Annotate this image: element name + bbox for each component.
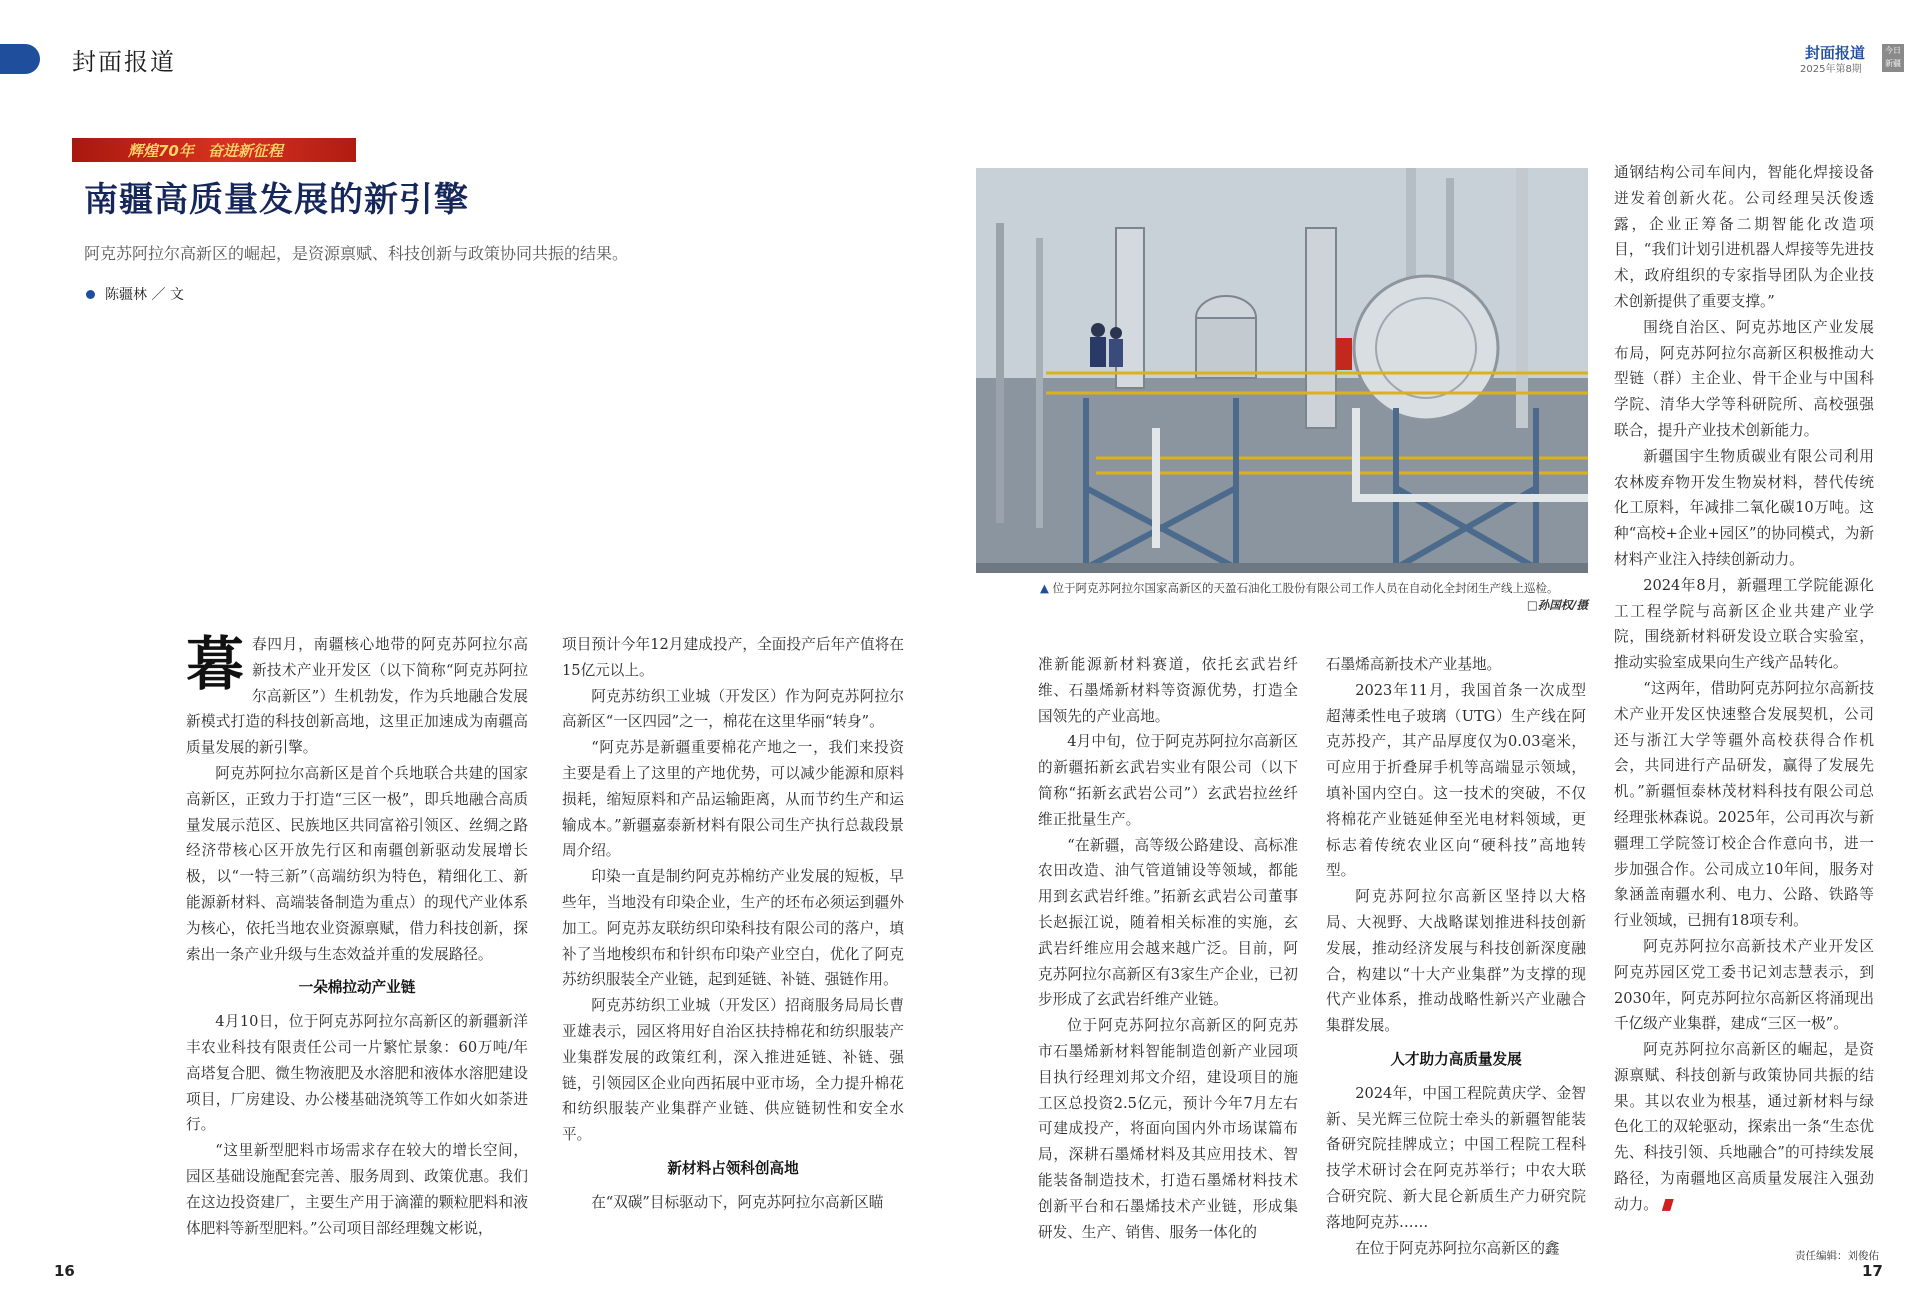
editor-credit: 责任编辑：刘俊佑	[1795, 1250, 1879, 1262]
refinery-illustration	[976, 168, 1588, 573]
issue-label: 2025年第8期	[1800, 64, 1862, 75]
article-column-3	[1038, 652, 1298, 1245]
article-subtitle: 阿克苏阿拉尔高新区的崛起，是资源禀赋、科技创新与政策协同共振的结果。	[84, 244, 629, 263]
paragraph: 春四月，南疆核心地带的阿克苏阿拉尔高新技术产业开发区（以下简称“阿克苏阿拉尔高新区”）生机勃发，作为兵地融合发展新模式打造的科技创新高地，这里正加速成为南疆高质量发展的新引擎。	[186, 636, 528, 757]
photo-refinery	[976, 168, 1588, 573]
caption-triangle-icon: ▲	[1040, 581, 1049, 595]
magazine-logo-line-1: 今日	[1885, 46, 1901, 55]
paragraph: 4月10日，位于阿克苏阿拉尔高新区的新疆新洋丰农业科技有限责任公司一片繁忙景象：60万吨/年高塔复合肥、微生物液肥及水溶肥和液体水溶肥建设项目，厂房建设、办公楼基础浇筑等工作如火如荼进行。	[186, 1013, 528, 1134]
byline-text: 陈疆林 ／ 文	[105, 287, 184, 303]
article-column-4	[1326, 652, 1586, 1261]
paragraph: 印染一直是制约阿克苏棉纺产业发展的短板，早些年，当地没有印染企业，生产的坯布必须运到疆外加工。阿克苏友联纺织印染科技有限公司的落户，填补了当地梭织布和针织布印染产业空白，优化了阿克苏纺织服装全产业链，起到延链、补链、强链作用。	[562, 868, 904, 989]
banner-text-2: 奋进新征程	[207, 141, 283, 160]
paragraph: 通钢结构公司车间内，智能化焊接设备迸发着创新火花。公司经理吴沃俊透露，企业正筹备二期智能化改造项目，“我们计划引进机器人焊接等先进技术，政府组织的专家指导团队为企业技术创新提供了重要支撑。”	[1614, 164, 1874, 310]
article-title: 南疆高质量发展的新引擎	[84, 180, 469, 220]
article-column-5	[1614, 160, 1874, 1218]
paragraph: 阿克苏阿拉尔高新区坚持以大格局、大视野、大战略谋划推进科技创新发展，推动经济发展与科技创新深度融合，构建以“十大产业集群”为支撑的现代产业体系，推动战略性新兴产业融合集群发展。	[1326, 888, 1586, 1035]
anniversary-banner	[72, 138, 356, 162]
article-column-2	[562, 632, 904, 1216]
dropcap: 暮	[186, 630, 245, 698]
end-mark-icon	[1662, 1199, 1674, 1211]
page-number-right: 17	[1862, 1262, 1883, 1280]
magazine-logo	[1882, 44, 1904, 72]
paragraph: 阿克苏纺织工业城（开发区）作为阿克苏阿拉尔高新区“一区四园”之一，棉花在这里华丽“转身”。	[562, 687, 904, 731]
byline	[86, 284, 184, 304]
paragraph: 2023年11月，我国首条一次成型超薄柔性电子玻璃（UTG）生产线在阿克苏投产，其产品厚度仅为0.03毫米，可应用于折叠屏手机等高端显示领域，填补国内空白。这一技术的突破，不仅将棉花产业链延伸至光电材料领域，更标志着传统农业区向“硬科技”高地转型。	[1326, 681, 1586, 880]
paragraph: “阿克苏是新疆重要棉花产地之一，我们来投资主要是看上了这里的产地优势，可以减少能源和原料损耗，缩短原料和产品运输距离，从而节约生产和运输成本。”新疆嘉泰新材料有限公司生产执行总裁段景周介绍。	[562, 739, 904, 860]
photo-credit: □孙国权/摄	[1526, 598, 1588, 612]
section-tab-marker	[0, 44, 40, 74]
magazine-logo-line-2: 新疆	[1885, 59, 1901, 68]
paragraph-text: 阿克苏阿拉尔高新区的崛起，是资源禀赋、科技创新与政策协同共振的结果。其以农业为根基，通过新材料与绿色化工的双轮驱动，探索出一条“生态优先、科技引领、兵地融合”的可持续发展路径，为南疆地区高质量发展注入强劲动力。	[1614, 1041, 1874, 1213]
paragraph: 阿克苏纺织工业城（开发区）招商服务局局长曹亚雄表示，园区将用好自治区扶持棉花和纺织服装产业集群发展的政策红利，深入推进延链、补链、强链，引领园区企业向西拓展中亚市场，全力提升棉花和纺织服装产业集群产业链、供应链韧性和安全水平。	[562, 997, 904, 1144]
section-label-left: 封面报道	[72, 48, 176, 76]
paragraph: 围绕自治区、阿克苏地区产业发展布局，阿克苏阿拉尔高新区积极推动大型链（群）主企业、骨干企业与中国科学院、清华大学等科研院所、高校强强联合，提升产业技术创新能力。	[1614, 318, 1874, 439]
paragraph: 在位于阿克苏阿拉尔高新区的鑫	[1355, 1239, 1560, 1257]
paragraph: 在“双碳”目标驱动下，阿克苏阿拉尔高新区瞄	[591, 1193, 884, 1211]
photo-caption	[1040, 580, 1588, 614]
paragraph: 石墨烯高新技术产业基地。	[1326, 656, 1502, 673]
paragraph: “这里新型肥料市场需求存在较大的增长空间，园区基础设施配套完善、服务周到、政策优惠。我们在这边投资建厂，主要生产用于滴灌的颗粒肥料和液体肥料等新型肥料。”公司项目部经理魏文彬说，	[186, 1142, 528, 1237]
article-column-1	[186, 632, 528, 1241]
section-heading: 一朵棉拉动产业链	[298, 979, 416, 997]
paragraph: 阿克苏阿拉尔高新技术产业开发区阿克苏园区党工委书记刘志慧表示，到2030年，阿克苏阿拉尔高新区将涌现出千亿级产业集群，建成“三区一极”。	[1614, 937, 1874, 1033]
byline-dot-icon	[86, 290, 95, 299]
caption-text: 位于阿克苏阿拉尔国家高新区的天盈石油化工股份有限公司工作人员在自动化全封闭生产线上巡检。	[1052, 581, 1559, 595]
paragraph: 4月中旬，位于阿克苏阿拉尔高新区的新疆拓新玄武岩实业有限公司（以下简称“拓新玄武岩公司”）玄武岩拉丝纤维正批量生产。	[1038, 733, 1298, 828]
section-heading: 人才助力高质量发展	[1390, 1050, 1522, 1068]
paragraph: 阿克苏阿拉尔高新区是首个兵地联合共建的国家高新区，正致力于打造“三区一极”，即兵地融合高质量发展示范区、民族地区共同富裕引领区、丝绸之路经济带核心区开放先行区和南疆创新驱动发展增长极，以“一特三新”（高端纺织为特色，精细化工、新能源新材料、高端装备制造为重点）的现代产业体系为核心，依托当地农业资源禀赋，借力科技创新，探索出一条产业升级与生态效益并重的发展路径。	[186, 764, 528, 963]
paragraph: “在新疆，高等级公路建设、高标准农田改造、油气管道铺设等领域，都能用到玄武岩纤维。”拓新玄武岩公司董事长赵振江说，随着相关标准的实施，玄武岩纤维应用会越来越广泛。目前，阿克苏阿拉尔高新区有3家生产企业，已初步形成了玄武岩纤维产业链。	[1038, 836, 1298, 1009]
section-label-right: 封面报道	[1805, 44, 1866, 62]
paragraph: “这两年，借助阿克苏阿拉尔高新技术产业开发区快速整合发展契机，公司还与浙江大学等疆外高校获得合作机会，共同进行产品研发，赢得了发展先机。”新疆恒泰林茂材料科技有限公司总经理张林森说。2025年，公司再次与新疆理工学院签订校企合作意向书，进一步加强合作。公司成立10年间，服务对象涵盖南疆水利、电力、公路、铁路等行业领域，已拥有18项专利。	[1614, 679, 1874, 930]
paragraph: 2024年8月，新疆理工学院能源化工工程学院与高新区企业共建产业学院，围绕新材料研发设立联合实验室，推动实验室成果向生产线产品转化。	[1614, 576, 1874, 672]
paragraph: 准新能源新材料赛道，依托玄武岩纤维、石墨烯新材料等资源优势，打造全国领先的产业高地。	[1038, 656, 1298, 725]
paragraph	[1614, 1037, 1874, 1218]
paragraph: 位于阿克苏阿拉尔高新区的阿克苏市石墨烯新材料智能制造创新产业园项目执行经理刘邦文介绍，建设项目的施工区总投资2.5亿元，预计今年7月左右可建成投产，将面向国内外市场谋篇布局，深耕石墨烯材料及其应用技术、智能装备制造技术，打造石墨烯材料技术创新平台和石墨烯技术产业链，形成集研发、生产、销售、服务一体化的	[1038, 1017, 1298, 1241]
page-number-left: 16	[54, 1262, 75, 1280]
banner-text-1: 辉煌70年	[128, 141, 194, 160]
paragraph: 新疆国宇生物质碳业有限公司利用农林废弃物开发生物炭材料，替代传统化工原料，年减排二氧化碳10万吨。这种“高校+企业+园区”的协同模式，为新材料产业注入持续创新动力。	[1614, 447, 1874, 568]
paragraph: 项目预计今年12月建成投产，全面投产后年产值将在15亿元以上。	[562, 636, 904, 679]
paragraph: 2024年，中国工程院黄庆学、金智新、吴光辉三位院士牵头的新疆智能装备研究院挂牌成立；中国工程院工程科技学术研讨会在阿克苏举行；中农大联合研究院、新大昆仑新质生产力研究院落地阿克苏……	[1326, 1084, 1586, 1231]
section-heading: 新材料占领科创高地	[667, 1159, 799, 1177]
